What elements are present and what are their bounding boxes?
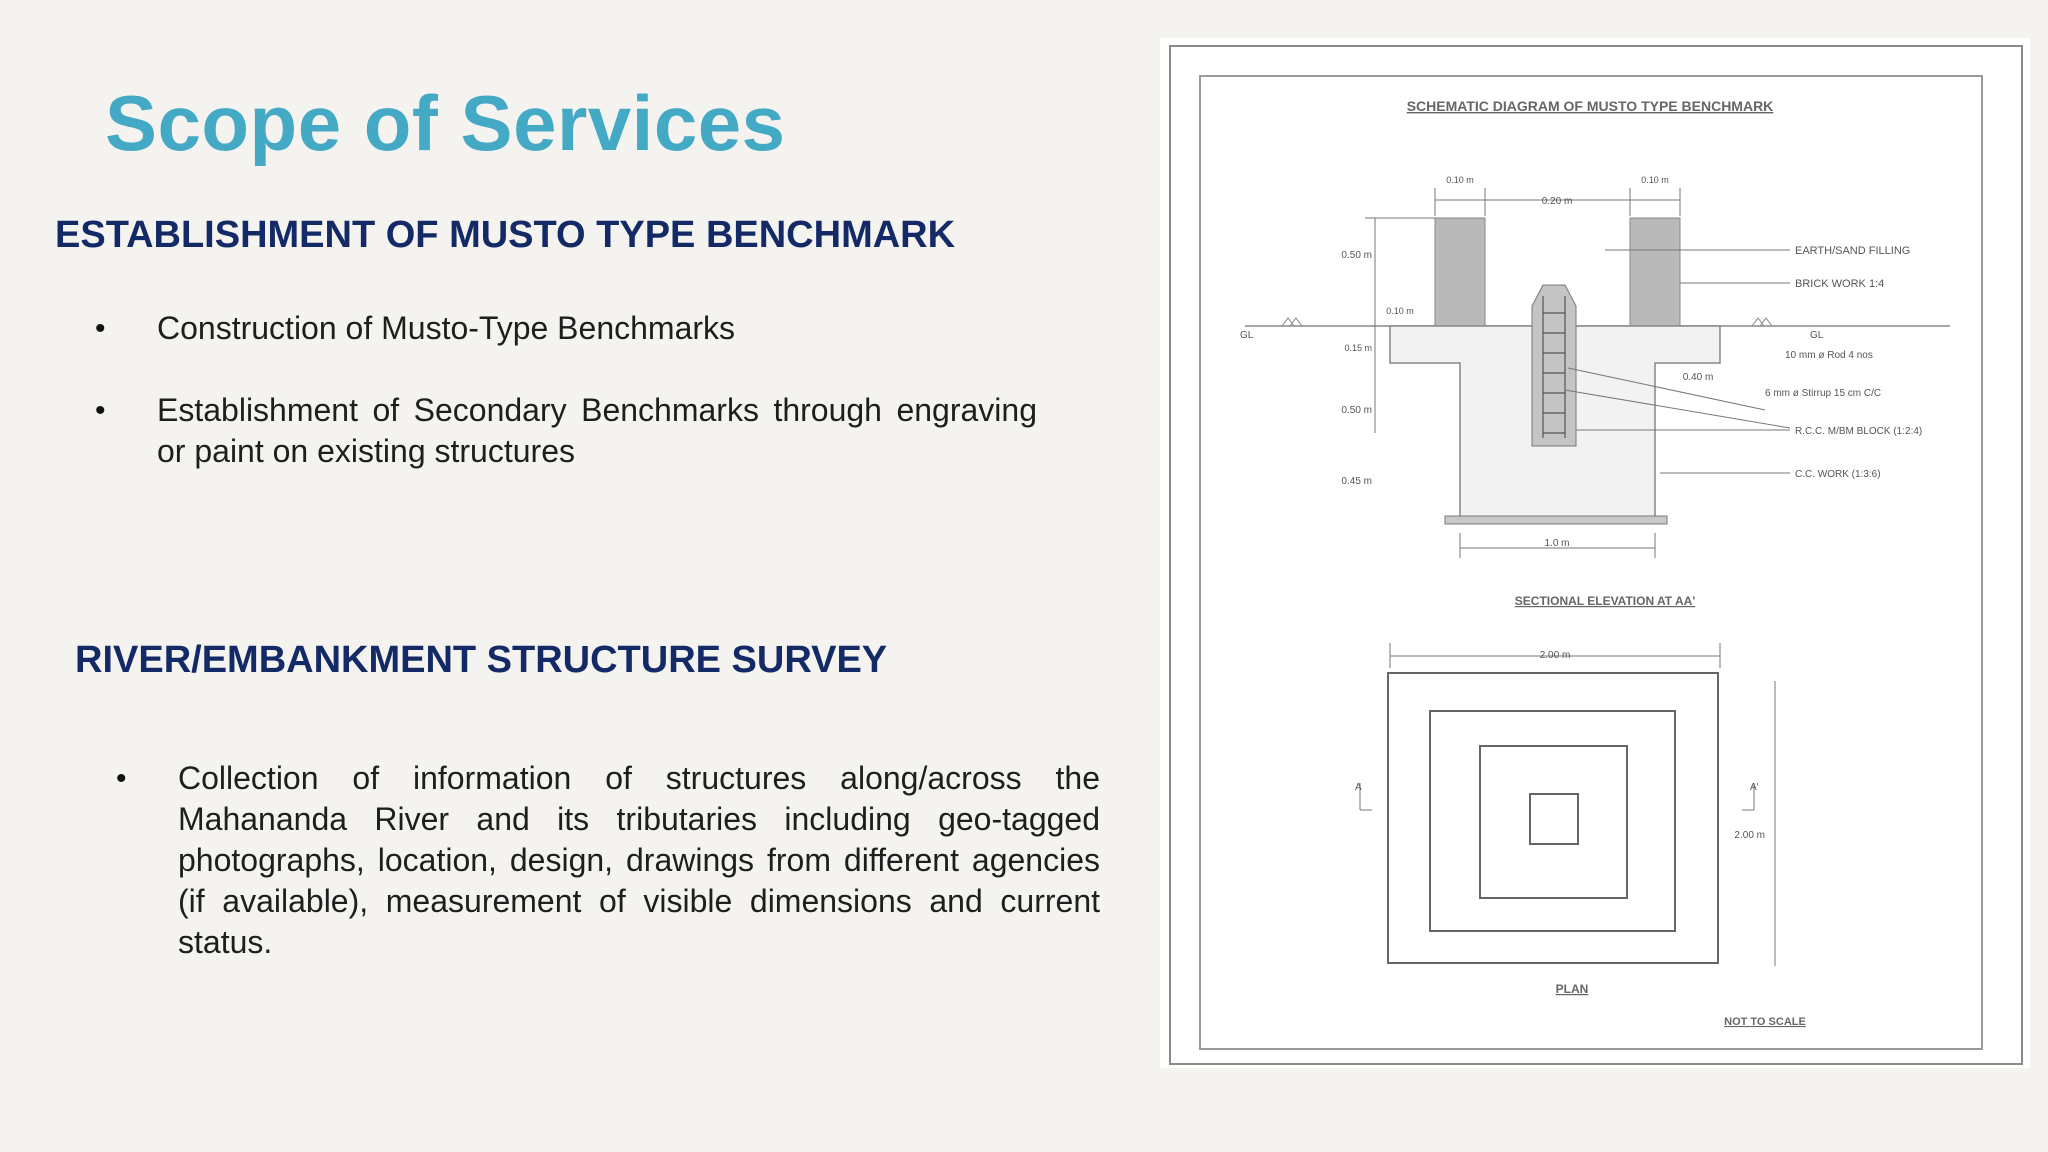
plan-outer bbox=[1388, 673, 1718, 963]
slide-title: Scope of Services bbox=[105, 79, 786, 167]
bullet-item: • Collection of information of structures along/across the Mahananda River and its tributaries including geo-tagged photographs, location, design, drawings from different agencies (if available), measurement of visible dimensions and current status. bbox=[178, 758, 1100, 963]
dim-label: 0.50 m bbox=[1341, 405, 1372, 416]
brick-wall-right bbox=[1630, 218, 1680, 326]
brick-wall-left bbox=[1435, 218, 1485, 326]
inner-frame bbox=[1200, 76, 1982, 1049]
section-mark: A' bbox=[1750, 782, 1759, 793]
outer-frame bbox=[1170, 46, 2022, 1064]
label-rcc-block: R.C.C. M/BM BLOCK (1:2:4) bbox=[1795, 426, 1923, 437]
label-earth-fill: EARTH/SAND FILLING bbox=[1795, 245, 1911, 257]
drawing-title: SCHEMATIC DIAGRAM OF MUSTO TYPE BENCHMARK bbox=[1406, 98, 1774, 114]
label-stirrup: 6 mm ø Stirrup 15 cm C/C bbox=[1765, 388, 1882, 399]
benchmark-schematic-drawing bbox=[1160, 38, 2030, 1068]
dim-label: 0.15 m bbox=[1344, 343, 1372, 353]
rcc-block bbox=[1532, 285, 1576, 446]
dim-label: 0.10 m bbox=[1641, 175, 1669, 185]
dim-label: 0.45 m bbox=[1341, 476, 1372, 487]
dim-label: 0.10 m bbox=[1446, 175, 1474, 185]
plan-marker bbox=[1530, 794, 1578, 844]
label-brick-work: BRICK WORK 1:4 bbox=[1795, 278, 1885, 290]
dim-label: 1.0 m bbox=[1544, 538, 1570, 549]
bullet-item: • Construction of Musto-Type Benchmarks bbox=[157, 308, 1037, 349]
plan-caption: PLAN bbox=[1555, 982, 1589, 996]
gl-label-right: GL bbox=[1810, 330, 1824, 341]
dim-label: 0.40 m bbox=[1682, 372, 1714, 383]
gl-label-left: GL bbox=[1240, 330, 1254, 341]
dim-label: 0.50 m bbox=[1341, 250, 1372, 261]
label-rebar: 10 mm ø Rod 4 nos bbox=[1785, 350, 1873, 361]
dim-label: 0.10 m bbox=[1386, 306, 1414, 316]
bullet-item: • Establishment of Secondary Benchmarks through engraving or paint on existing structures bbox=[157, 390, 1037, 472]
section-heading-benchmark: ESTABLISHMENT OF MUSTO TYPE BENCHMARK bbox=[55, 214, 956, 256]
dim-label: 2.00 m bbox=[1734, 830, 1765, 841]
section-mark: A bbox=[1355, 782, 1362, 793]
section-heading-survey: RIVER/EMBANKMENT STRUCTURE SURVEY bbox=[75, 639, 888, 681]
label-cc-work: C.C. WORK (1:3:6) bbox=[1795, 469, 1881, 480]
plan-block bbox=[1480, 746, 1627, 898]
dim-label: 2.00 m bbox=[1539, 650, 1571, 661]
dim-label: 0.20 m bbox=[1541, 196, 1573, 207]
scale-note: NOT TO SCALE bbox=[1724, 1016, 1806, 1028]
elevation-caption: SECTIONAL ELEVATION AT AA' bbox=[1514, 594, 1696, 608]
